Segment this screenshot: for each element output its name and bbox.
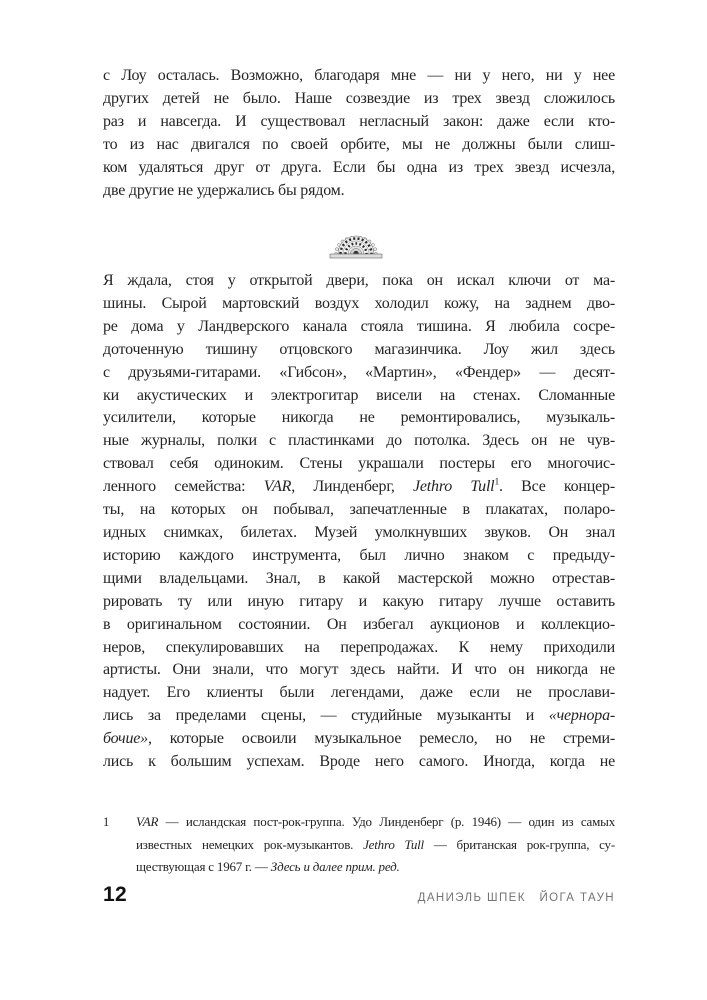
text-line: ные журналы, полки с пластинками до потолка. Здесь он не чув-	[103, 432, 615, 450]
text-line: известных немецких рок-музыкантов. Jethro Tull — британская рок-группа, су-	[136, 836, 615, 852]
fan-divider-ornament-icon	[329, 226, 383, 259]
footnote-reference: 1	[494, 476, 500, 488]
footnote-marker: 1	[103, 815, 110, 829]
text-line: в оригинальном состоянии. Он избегал аукционов и коллекцио-	[103, 615, 615, 633]
text-line: надует. Его клиенты были легендами, даже если не прослави-	[103, 684, 615, 702]
text-line: с друзьями-гитарами. «Гибсон», «Мартин», «Фендер» — десят-	[103, 363, 615, 381]
text-line: рировать ту или иную гитару и какую гитару лучше оставить	[103, 592, 615, 610]
paragraph-continuation	[103, 64, 615, 202]
text-line: других детей не было. Наше созвездие из трех звезд сложилось	[103, 90, 615, 107]
text-line: историю каждого инструмента, был лично знаком с предыду-	[103, 546, 615, 564]
section-divider	[329, 226, 383, 259]
text-line: ре дома у Ландверского канала стояла тишина. Я любила сосре-	[103, 317, 615, 335]
text-line: ствовал себя одиноким. Стены украшали постеры его многочис-	[103, 455, 615, 473]
text-line: усилители, которые никогда не ремонтировались, музыкаль-	[103, 409, 615, 427]
text-line: доточенную тишину отцовского магазинчика. Лоу жил здесь	[103, 340, 615, 358]
text-line: артисты. Они знали, что могут здесь найти. И что он никогда не	[103, 661, 615, 679]
text-line: Я ждала, стоя у открытой двери, пока он искал ключи от ма-	[103, 272, 615, 289]
footnote	[103, 811, 615, 879]
text-line: щими владельцами. Знал, в какой мастерской можно отрестав-	[103, 569, 615, 587]
footnote-text	[136, 811, 615, 879]
running-footer	[418, 892, 615, 904]
text-line: ществующая с 1967 г. — Здесь и далее прим. ред.	[136, 859, 400, 874]
text-line: неров, спекулировавших на перепродажах. К нему приходили	[103, 638, 615, 656]
text-line: шины. Сырой мартовский воздух холодил кожу, на заднем дво-	[103, 294, 615, 312]
running-footer-author: ДАНИЭЛЬ ШПЕК	[417, 892, 526, 904]
text-line: VAR — исландская пост-рок-группа. Удо Линденберг (р. 1946) — один из самых	[136, 814, 615, 829]
text-line: ки акустических и электрогитар висели на стенах. Сломанные	[103, 386, 615, 404]
text-line: с Лоу осталась. Возможно, благодаря мне — ни у него, ни у нее	[103, 67, 615, 84]
text-line: ком удаляться друг от друга. Если бы одна из трех звезд исчезла,	[103, 159, 615, 176]
text-line: раз и навсегда. И существовал негласный закон: даже если кто-	[103, 113, 615, 130]
text-line: лись за пределами сцены, — студийные музыканты и «чернора-	[103, 707, 615, 725]
text-line: ленного семейства: VAR, Линденберг, Jethro Tull$^1$. Все концер-	[103, 476, 615, 496]
text-line: лись к большим успехам. Вроде него самого. Иногда, когда не	[103, 753, 615, 771]
running-footer-title: ЙОГА ТАУН	[539, 892, 615, 904]
text-line: ты, на которых он побывал, запечатленные в плакатах, поларо-	[103, 501, 615, 519]
text-line: идных снимках, билетах. Музей умолкнувших звуков. Он знал	[103, 523, 615, 541]
page-footer	[103, 883, 615, 907]
paragraph-main	[103, 270, 615, 774]
text-line: две другие не удержались бы рядом.	[103, 182, 345, 199]
text-line: бочие», которые освоили музыкальное ремесло, но не стреми-	[103, 730, 615, 748]
text-line: то из нас двигался по своей орбите, мы не должны были слиш-	[103, 136, 615, 153]
page-number: 12	[103, 883, 127, 906]
